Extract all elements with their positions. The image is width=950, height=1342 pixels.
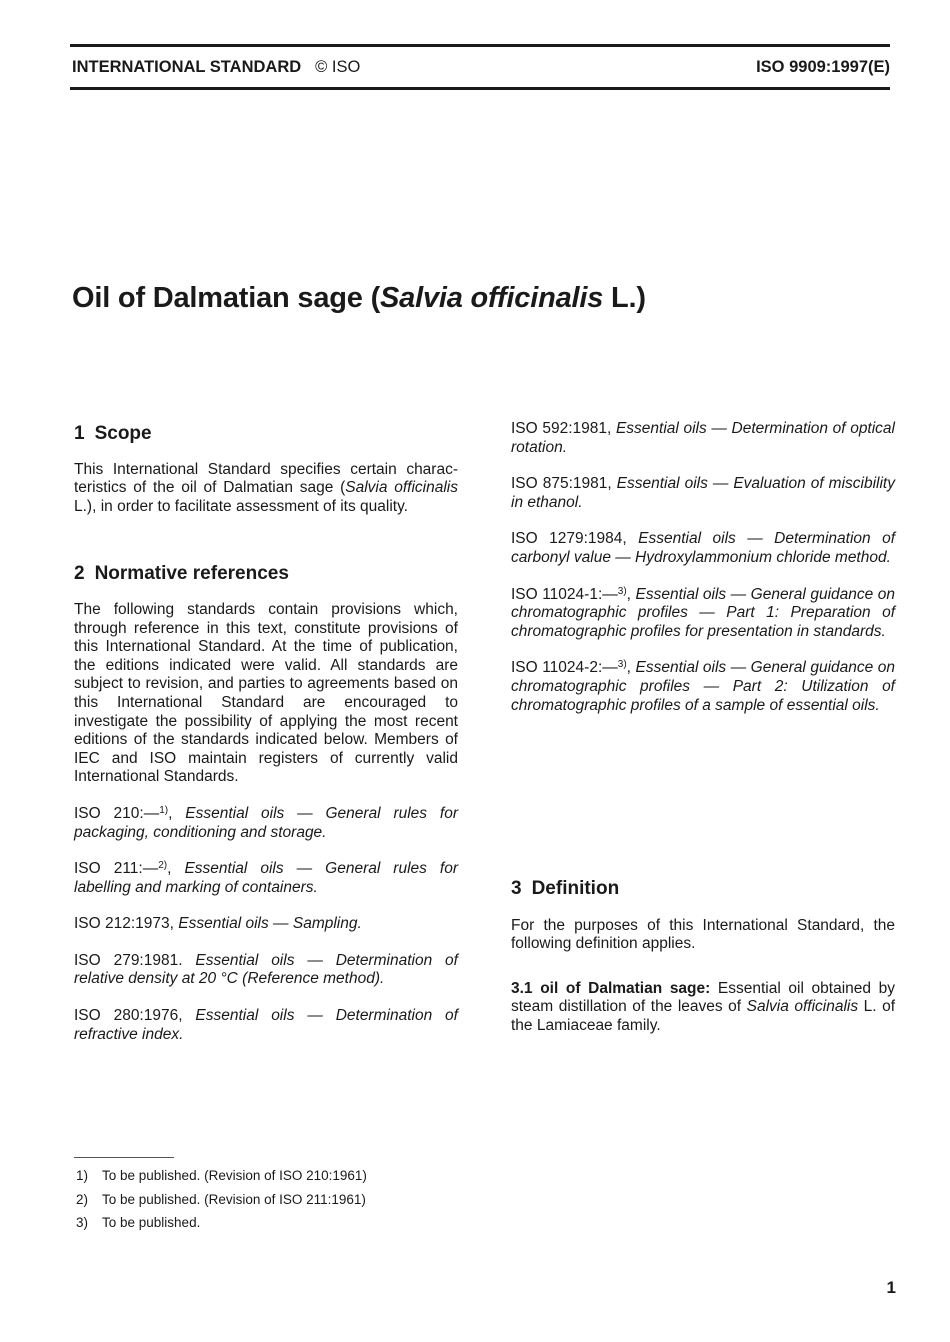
reference-item: ISO 1279:1984, Essential oils — Determination of carbonyl value — Hydroxylammonium chloride method.: [511, 530, 895, 566]
reference-item: ISO 280:1976, Essential oils — Determination of refractive index.: [74, 1007, 458, 1043]
footnote-marker: 3): [617, 659, 627, 671]
reference-code: ISO 279:1981: [74, 951, 179, 969]
footnote-mark: 2): [76, 1191, 89, 1207]
reference-code: ISO 11024-1:—: [511, 585, 618, 603]
reference-item: ISO 212:1973, Essential oils — Sampling.: [74, 915, 362, 933]
reference-title: Essential oils — General rules for packaging, conditioning and storage.: [74, 804, 458, 841]
reference-title: Essential oils — General rules for labelling and marking of containers.: [74, 860, 458, 896]
reference-item: ISO 11024-1:—$^{3)}$, Essential oils — General guidance on chromatographic profiles — Part 1: Preparation of chromatographic profiles for presentation in standards.: [511, 585, 895, 640]
footnote-text: To be published. (Revision of ISO 211:1961): [102, 1191, 366, 1207]
reference-item: ISO 11024-2:—$^{3)}$, Essential oils — General guidance on chromatographic profiles — Part 2: Utilization of chromatographic profiles of a sample of essential oils.: [511, 659, 895, 714]
definition-section: [511, 880, 895, 1054]
reference-title: Essential oils — General guidance on chromatographic profiles — Part 1: Preparation of chromatographic profiles for presentation in standards.: [511, 585, 895, 640]
reference-item: ISO 211:—$^{2)}$, Essential oils — General rules for labelling and marking of containers.: [74, 860, 458, 896]
footnote-marker: 1): [159, 804, 169, 816]
left-column: [74, 420, 458, 1062]
header-left: [72, 58, 360, 77]
footnotes: [76, 1167, 367, 1238]
document-title: Oil of Dalmatian sage (Salvia officinalis L.): [72, 282, 646, 314]
reference-code: ISO 11024-2:—: [511, 659, 618, 677]
reference-item: ISO 875:1981, Essential oils — Evaluation of miscibility in ethanol.: [511, 475, 895, 511]
reference-code: ISO 212:1973: [74, 915, 170, 933]
reference-title: Essential oils — Determination of relative density at 20 °C (Reference method).: [74, 951, 458, 988]
reference-title: Essential oils — Determination of refractive index.: [74, 1007, 458, 1043]
reference-code: ISO 211:—: [74, 860, 159, 878]
reference-title: Essential oils — General guidance on chromatographic profiles — Part 2: Utilization of chromatographic profiles of a sample of essential oils.: [511, 659, 895, 714]
scope-text: This International Standard specifies certain charac-teristics of the oil of Dalmatian sage (Salvia officinalis L.), in order to facilitate assessment of its quality.: [74, 460, 458, 515]
footnote-mark: 1): [76, 1168, 89, 1183]
reference-item: ISO 592:1981, Essential oils — Determination of optical rotation.: [511, 420, 895, 456]
reference-code: ISO 592:1981: [511, 420, 607, 437]
reference-item: ISO 279:1981. Essential oils — Determination of relative density at 20 °C (Reference method).: [74, 951, 458, 988]
definition-heading: 3 Definition: [511, 878, 620, 899]
right-column: [511, 420, 895, 733]
copyright-notice: © ISO: [315, 58, 361, 76]
header-rule-bottom: [70, 87, 890, 90]
reference-title: Essential oils — Evaluation of miscibility in ethanol.: [511, 475, 895, 511]
footnote-text: To be published.: [102, 1215, 201, 1230]
header-rule-top: [70, 44, 890, 47]
references-left: [74, 805, 458, 1044]
page-number: 1: [886, 1278, 896, 1297]
reference-code: ISO 875:1981: [511, 475, 608, 493]
reference-code: ISO 210:—: [74, 804, 160, 822]
definition-intro: For the purposes of this International Standard, the following definition applies.: [511, 916, 895, 953]
standard-label: INTERNATIONAL STANDARD: [72, 58, 302, 76]
reference-title: Essential oils — Sampling.: [178, 915, 362, 933]
document-number: ISO 9909:1997(E): [756, 58, 890, 76]
reference-title: Essential oils — Determination of carbonyl value — Hydroxylammonium chloride method.: [511, 530, 895, 566]
footnote-marker: 2): [158, 860, 168, 872]
footnote-item: [76, 1167, 367, 1191]
references-right: [511, 420, 895, 715]
reference-code: ISO 280:1976: [74, 1007, 179, 1025]
scope-heading: 1 Scope: [74, 423, 152, 444]
footnote-text: To be published. (Revision of ISO 210:1961): [102, 1168, 367, 1183]
footnote-marker: 3): [617, 585, 627, 597]
definition-term: 3.1 oil of Dalmatian sage: Essential oil obtained by steam distillation of the leaves of Salvia officinalis L. of the Lamiaceae family.: [511, 979, 896, 1034]
footnote-item: [76, 1191, 367, 1215]
reference-item: ISO 210:—$^{1)}$, Essential oils — General rules for packaging, conditioning and storage.: [74, 804, 458, 841]
title-species: Salvia officinalis: [380, 282, 604, 314]
footnote-mark: 3): [76, 1215, 89, 1230]
normative-intro: The following standards contain provisions which, through reference in this text, constitute provisions of this International Standard. At the time of publication, the editions indicated were valid. All standards are subject to revision, and parties to agreements based on this International Standard are encouraged to investigate the possibility of applying the most recent editions of the standards indicated below. Members of IEC and ISO maintain registers of currently valid International Standards.: [74, 600, 458, 786]
normative-heading: 2 Normative references: [74, 563, 289, 585]
reference-title: Essential oils — Determination of optical rotation.: [511, 420, 895, 456]
reference-code: ISO 1279:1984: [511, 530, 623, 548]
footnote-item: [76, 1214, 367, 1238]
footnote-rule: [74, 1157, 174, 1158]
